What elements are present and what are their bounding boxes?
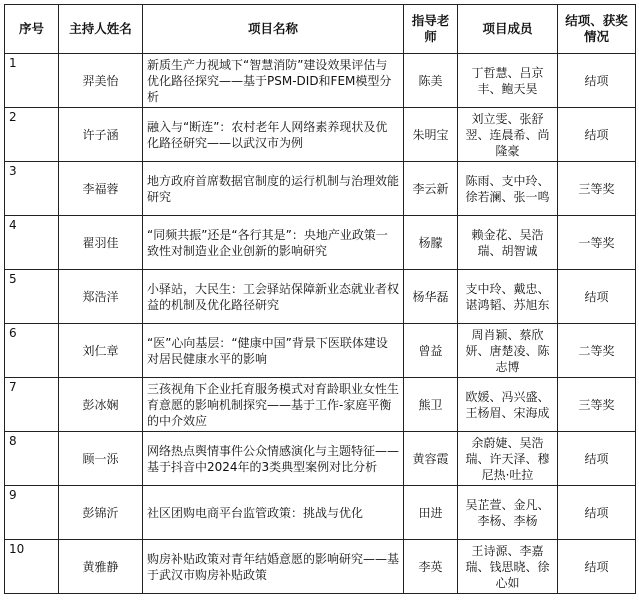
advisor-name: 李云新 [404,162,458,216]
advisor-name: 曾益 [404,324,458,378]
header-title: 项目名称 [143,5,404,54]
advisor-name: 黄容霞 [404,432,458,486]
header-leader: 主持人姓名 [59,5,143,54]
project-title: 网络热点舆情事件公众情感演化与主题特征——基于抖音中2024年的3类典型案例对比分析 [143,432,404,486]
project-result: 三等奖 [558,162,636,216]
project-result: 结项 [558,270,636,324]
row-number: 6 [5,324,59,378]
row-number: 5 [5,270,59,324]
header-result: 结项、获奖情况 [558,5,636,54]
project-title: 融入与“断连”：农村老年人网络素养现状及优化路径研究——以武汉市为例 [143,108,404,162]
advisor-name: 李英 [404,540,458,594]
project-title: 新质生产力视域下“智慧消防”建设效果评估与优化路径探究——基于PSM-DID和FEM模型分析 [143,54,404,108]
table-row [5,54,636,108]
header-advisor: 指导老师 [404,5,458,54]
project-members: 欧媛、冯兴盛、王杨眉、宋海成 [458,378,558,432]
project-result: 结项 [558,486,636,540]
project-title: 购房补贴政策对青年结婚意愿的影响研究——基于武汉市购房补贴政策 [143,540,404,594]
project-result: 结项 [558,540,636,594]
project-members: 丁哲慧、吕京丰、鲍天昊 [458,54,558,108]
table-row [5,162,636,216]
advisor-name: 田进 [404,486,458,540]
projects-table-wrapper [4,4,636,594]
project-members: 王诗源、李嘉瑞、钱思晓、徐心如 [458,540,558,594]
project-members: 支中玲、戴忠、谌鸿韬、苏旭东 [458,270,558,324]
table-row [5,378,636,432]
project-members: 陈雨、支中玲、徐若澜、张一鸣 [458,162,558,216]
project-members: 周肖颖、蔡欣妍、唐楚凌、陈志博 [458,324,558,378]
project-members: 赖金花、吴浩瑞、胡智诚 [458,216,558,270]
row-number: 9 [5,486,59,540]
leader-name: 羿美怡 [59,54,143,108]
row-number: 3 [5,162,59,216]
table-row [5,270,636,324]
table-row [5,216,636,270]
project-result: 结项 [558,432,636,486]
project-title: “同频共振”还是“各行其是”：央地产业政策一致性对制造业企业创新的影响研究 [143,216,404,270]
advisor-name: 朱明宝 [404,108,458,162]
project-result: 结项 [558,54,636,108]
advisor-name: 熊卫 [404,378,458,432]
row-number: 10 [5,540,59,594]
project-title: “医”心向基层：“健康中国”背景下医联体建设对居民健康水平的影响 [143,324,404,378]
row-number: 8 [5,432,59,486]
table-row [5,432,636,486]
leader-name: 李福蓉 [59,162,143,216]
project-result: 一等奖 [558,216,636,270]
leader-name: 黄雅静 [59,540,143,594]
project-result: 结项 [558,108,636,162]
advisor-name: 杨华磊 [404,270,458,324]
leader-name: 刘仁章 [59,324,143,378]
table-row [5,324,636,378]
leader-name: 彭锦沂 [59,486,143,540]
leader-name: 顾一泺 [59,432,143,486]
header-row [5,5,636,54]
header-members: 项目成员 [458,5,558,54]
table-row [5,486,636,540]
leader-name: 许子涵 [59,108,143,162]
leader-name: 翟羽佳 [59,216,143,270]
advisor-name: 杨朦 [404,216,458,270]
project-members: 余蔚婕、吴浩瑞、许天泽、穆尼热·吐拉 [458,432,558,486]
row-number: 2 [5,108,59,162]
advisor-name: 陈美 [404,54,458,108]
project-title: 小驿站，大民生：工会驿站保障新业态就业者权益的机制及优化路径研究 [143,270,404,324]
project-result: 二等奖 [558,324,636,378]
table-row [5,540,636,594]
row-number: 4 [5,216,59,270]
row-number: 1 [5,54,59,108]
projects-table [4,4,636,594]
project-title: 地方政府首席数据官制度的运行机制与治理效能研究 [143,162,404,216]
project-title: 三孩视角下企业托育服务模式对育龄职业女性生育意愿的影响机制探究——基于工作-家庭平衡的中介效应 [143,378,404,432]
leader-name: 彭冰娴 [59,378,143,432]
project-members: 刘立雯、张舒翌、连晨希、尚隆豪 [458,108,558,162]
project-result: 三等奖 [558,378,636,432]
header-no: 序号 [5,5,59,54]
project-title: 社区团购电商平台监管政策：挑战与优化 [143,486,404,540]
leader-name: 郑浩洋 [59,270,143,324]
row-number: 7 [5,378,59,432]
project-members: 吴芷萱、金凡、李杨、李杨 [458,486,558,540]
table-row [5,108,636,162]
